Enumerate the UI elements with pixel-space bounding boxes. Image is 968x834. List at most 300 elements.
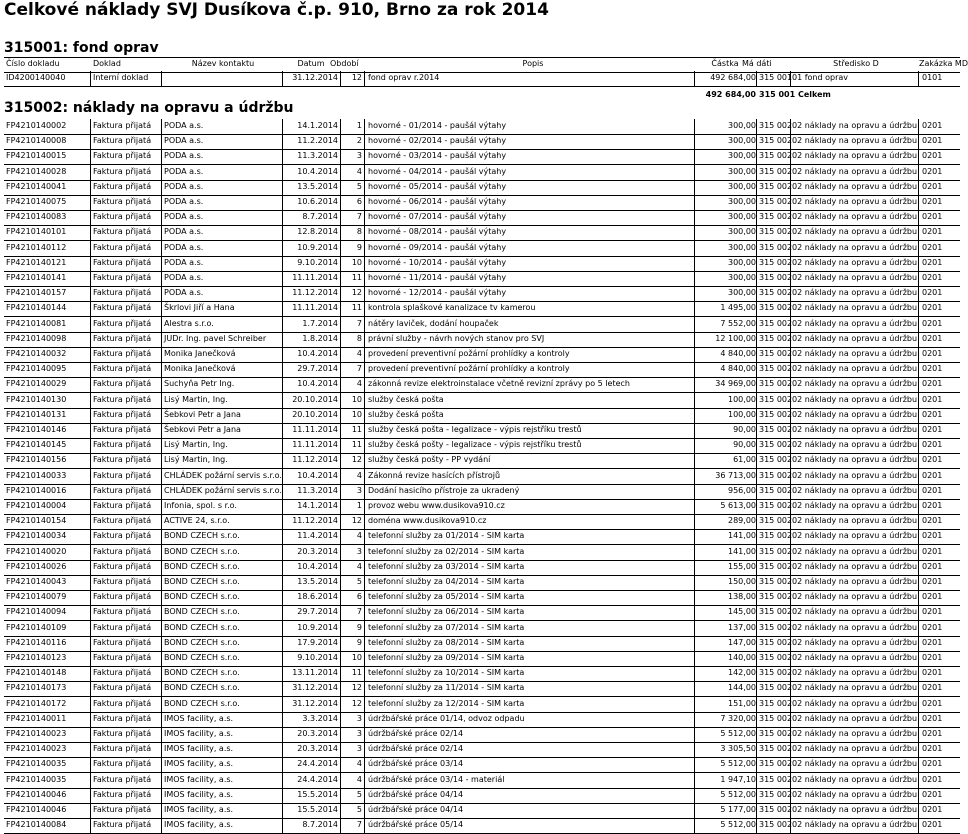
table-cell: 02 náklady na opravu a údržbu [792, 653, 918, 662]
table-cell: PODA a.s. [164, 181, 204, 191]
table-cell: 02 náklady na opravu a údržbu [792, 470, 918, 480]
cell-divider [282, 149, 283, 164]
table-row [4, 499, 960, 515]
table-cell: 10.4.2014 [297, 561, 338, 571]
table-cell: 0201 [922, 592, 943, 602]
table-cell: 11 [351, 303, 362, 313]
table-cell: FP4210140083 [6, 212, 67, 222]
cell-divider [282, 423, 283, 438]
cell-divider [90, 636, 91, 651]
table-cell: 315 002 [759, 151, 793, 161]
cell-divider [756, 408, 757, 423]
table-row [4, 195, 960, 211]
cell-divider [90, 757, 91, 772]
table-cell: 7 [356, 212, 362, 222]
table-cell: 7 [356, 820, 362, 830]
cell-divider [282, 301, 283, 316]
column-header: Zakázka MD [919, 59, 968, 68]
table-cell: 02 náklady na opravu a údržbu [792, 683, 918, 693]
cell-divider [364, 256, 365, 271]
table-cell: FP4210140023 [6, 744, 67, 754]
cell-divider [161, 393, 162, 408]
cell-divider [161, 256, 162, 271]
table-cell: Faktura přijatá [93, 166, 152, 176]
cell-divider [282, 651, 283, 666]
table-cell: 0201 [922, 197, 943, 206]
cell-divider [161, 195, 162, 210]
table-cell: PODA a.s. [164, 151, 204, 161]
table-cell: 150,00 [728, 577, 756, 586]
table-cell: provedení preventivní požární prohlídky a kontroly [368, 364, 570, 374]
table-cell: Faktura přijatá [93, 409, 152, 419]
table-cell: 0201 [922, 212, 943, 222]
cell-divider [756, 134, 757, 149]
cell-divider [340, 621, 341, 636]
table-cell: 11 [351, 273, 362, 282]
cell-divider [340, 712, 341, 727]
table-cell: údržbářské práce 03/14 - materiál [368, 774, 505, 784]
table-cell: 315 002 [759, 394, 793, 404]
table-cell: 315 002 [759, 136, 793, 146]
table-cell: 10 [351, 394, 362, 404]
table-cell: FP4210140084 [6, 820, 67, 830]
table-cell: FP4210140035 [6, 774, 67, 784]
table-cell: 0201 [922, 653, 943, 662]
cell-divider [364, 377, 365, 392]
cell-divider [90, 241, 91, 256]
table-cell: 315 002 [759, 774, 793, 784]
table-cell: 5 [356, 789, 362, 799]
table-cell: 9 [356, 637, 362, 647]
cell-divider [90, 818, 91, 833]
cell-divider [340, 256, 341, 271]
table-cell: 9.10.2014 [297, 257, 338, 267]
table-cell: FP4210140141 [6, 273, 67, 282]
cell-divider [364, 119, 365, 134]
cell-divider [90, 71, 91, 86]
cell-divider [364, 773, 365, 788]
table-cell: 141,00 [728, 546, 756, 556]
table-cell: 0101 [922, 73, 943, 82]
cell-divider [340, 453, 341, 468]
table-cell: 151,00 [728, 698, 756, 708]
table-cell: Faktura přijatá [93, 227, 152, 237]
cell-divider [756, 818, 757, 833]
cell-divider [364, 514, 365, 529]
table-cell: IMOS facility, a.s. [164, 744, 234, 754]
table-cell: FP4210140020 [6, 546, 67, 556]
table-cell: 17.9.2014 [297, 637, 338, 647]
cell-divider [340, 317, 341, 332]
table-cell: 02 náklady na opravu a údržbu [792, 242, 918, 252]
cell-divider [340, 590, 341, 605]
table-cell: 02 náklady na opravu a údržbu [792, 729, 918, 738]
cell-divider [756, 757, 757, 772]
cell-divider [340, 210, 341, 225]
cell-divider [90, 332, 91, 347]
cell-divider [756, 301, 757, 316]
table-cell: 5 512,00 [720, 759, 756, 769]
table-cell: 5 512,00 [720, 820, 756, 830]
cell-divider [161, 621, 162, 636]
table-row [4, 332, 960, 348]
table-cell: IMOS facility, a.s. [164, 805, 234, 814]
cell-divider [90, 453, 91, 468]
cell-divider [756, 347, 757, 362]
table-cell: 315 002 [759, 333, 793, 343]
table-cell: Faktura přijatá [93, 561, 152, 571]
table-cell: 1 947,10 [720, 774, 756, 784]
cell-divider [161, 818, 162, 833]
table-cell: 9 [356, 622, 362, 632]
table-cell: PODA a.s. [164, 242, 204, 252]
cell-divider [282, 286, 283, 301]
column-header: Doklad [93, 59, 121, 68]
table-cell: 300,00 [728, 136, 756, 146]
table-cell: Faktura přijatá [93, 273, 152, 282]
table-cell: 02 náklady na opravu a údržbu [792, 789, 918, 799]
cell-divider [756, 393, 757, 408]
table-cell: 0201 [922, 713, 943, 723]
table-cell: 11.12.2014 [292, 516, 338, 526]
table-cell: PODA a.s. [164, 257, 204, 267]
table-cell: 02 náklady na opravu a údržbu [792, 394, 918, 404]
cell-divider [756, 225, 757, 240]
cell-divider [340, 180, 341, 195]
cell-divider [90, 271, 91, 286]
table-cell: BOND CZECH s.r.o. [164, 607, 240, 617]
cell-divider [90, 149, 91, 164]
table-cell: 02 náklady na opravu a údržbu [792, 333, 918, 343]
cell-divider [756, 362, 757, 377]
table-cell: Lisý Martin, Ing. [164, 455, 228, 465]
table-cell: Faktura přijatá [93, 516, 152, 526]
table-row [4, 560, 960, 576]
cell-divider [364, 575, 365, 590]
cell-divider [282, 742, 283, 757]
table-cell: údržbářské práce 05/14 [368, 820, 464, 830]
cell-divider [282, 362, 283, 377]
table-cell: IMOS facility, a.s. [164, 820, 234, 830]
cell-divider [364, 560, 365, 575]
table-cell: 300,00 [728, 181, 756, 191]
table-row [4, 651, 960, 667]
table-cell: 0201 [922, 637, 943, 647]
table-cell: JUDr. Ing. pavel Schreiber [164, 333, 267, 343]
table-cell: FP4210140023 [6, 729, 67, 738]
table-cell: Faktura přijatá [93, 759, 152, 769]
table-cell: 315 002 [759, 273, 793, 282]
table-cell: 4 840,00 [720, 364, 756, 374]
table-cell: 142,00 [728, 668, 756, 678]
table-cell: 11.12.2014 [292, 288, 338, 298]
table-cell: 0201 [922, 698, 943, 708]
table-row [4, 484, 960, 500]
table-cell: 13.11.2014 [292, 668, 338, 678]
cell-divider [756, 438, 757, 453]
table-cell: 02 náklady na opravu a údržbu [792, 166, 918, 176]
table-cell: Faktura přijatá [93, 607, 152, 617]
cell-divider [282, 165, 283, 180]
cell-divider [364, 697, 365, 712]
cell-divider [161, 134, 162, 149]
table-cell: 0201 [922, 546, 943, 556]
cell-divider [756, 469, 757, 484]
table-cell: hovorné - 08/2014 - paušál výtahy [368, 227, 507, 237]
table-cell: FP4210140034 [6, 531, 67, 541]
table-cell: Faktura přijatá [93, 501, 152, 510]
table-row [4, 636, 960, 652]
table-cell: hovorné - 11/2014 - paušál výtahy [368, 273, 507, 282]
table-row [4, 241, 960, 257]
table-cell: 315 002 [759, 531, 793, 541]
table-cell: 315 002 [759, 637, 793, 647]
table-row [4, 377, 960, 393]
table-cell: Faktura přijatá [93, 242, 152, 252]
cell-divider [340, 545, 341, 560]
table-cell: fond oprav r.2014 [368, 73, 440, 82]
table-cell: Monika Janečková [164, 349, 236, 358]
cell-divider [161, 590, 162, 605]
cell-divider [340, 149, 341, 164]
table-cell: 12 100,00 [715, 333, 756, 343]
cell-divider [756, 241, 757, 256]
cell-divider [756, 210, 757, 225]
table-cell: služby česká pošty - PP vydání [368, 455, 491, 465]
table-cell: telefonní služby za 12/2014 - SIM karta [368, 698, 525, 708]
cell-divider [340, 225, 341, 240]
table-cell: 7 [356, 318, 362, 328]
cell-divider [340, 165, 341, 180]
cell-divider [90, 712, 91, 727]
cell-divider [340, 134, 341, 149]
table-cell: 315 002 [759, 303, 793, 313]
cell-divider [756, 149, 757, 164]
table-cell: Faktura přijatá [93, 181, 152, 191]
table-cell: 315 002 [759, 607, 793, 617]
table-cell: BOND CZECH s.r.o. [164, 653, 240, 662]
table-cell: BOND CZECH s.r.o. [164, 698, 240, 708]
cell-divider [364, 301, 365, 316]
table-cell: 300,00 [728, 166, 756, 176]
cell-divider [282, 71, 283, 86]
table-cell: FP4210140130 [6, 394, 67, 404]
table-cell: 7 [356, 364, 362, 374]
table-cell: FP4210140145 [6, 440, 67, 450]
table-cell: Faktura přijatá [93, 577, 152, 586]
table-cell: Infonia, spol. s r.o. [164, 501, 237, 510]
table-cell: 02 náklady na opravu a údržbu [792, 561, 918, 571]
cell-divider [282, 514, 283, 529]
table-cell: Faktura přijatá [93, 151, 152, 161]
cell-divider [282, 332, 283, 347]
cell-divider [282, 605, 283, 620]
table-cell: 02 náklady na opravu a údržbu [792, 622, 918, 632]
cell-divider [161, 712, 162, 727]
cell-divider [282, 317, 283, 332]
table-cell: FP4210140075 [6, 197, 67, 206]
table-cell: 315 002 [759, 318, 793, 328]
cell-divider [90, 590, 91, 605]
table-row [4, 590, 960, 606]
table-cell: Faktura přijatá [93, 744, 152, 754]
table-cell: 315 002 [759, 227, 793, 237]
table-cell: FP4210140144 [6, 303, 67, 313]
table-cell: 10.6.2014 [297, 197, 338, 206]
table-row [4, 529, 960, 545]
table-cell: 315 002 [759, 698, 793, 708]
cell-divider [161, 636, 162, 651]
cell-divider [90, 529, 91, 544]
table-cell: 20.3.2014 [297, 744, 338, 754]
table-cell: 0201 [922, 227, 943, 237]
table-cell: 0201 [922, 440, 943, 450]
table-cell: 11.12.2014 [292, 455, 338, 465]
table-cell: 29.7.2014 [297, 607, 338, 617]
table-cell: 0201 [922, 257, 943, 267]
cell-divider [340, 605, 341, 620]
cell-divider [161, 788, 162, 803]
cell-divider [340, 423, 341, 438]
cell-divider [282, 712, 283, 727]
table-cell: 315 002 [759, 212, 793, 222]
table-cell: telefonní služby za 08/2014 - SIM karta [368, 637, 525, 647]
cell-divider [756, 742, 757, 757]
table-cell: 1 495,00 [720, 303, 756, 313]
table-row [4, 681, 960, 697]
cell-divider [364, 803, 365, 818]
table-cell: BOND CZECH s.r.o. [164, 577, 240, 586]
table-cell: FP4210140043 [6, 577, 67, 586]
table-cell: FP4210140011 [6, 713, 67, 723]
table-cell: 02 náklady na opravu a údržbu [792, 425, 918, 434]
table-cell: BOND CZECH s.r.o. [164, 637, 240, 647]
table-cell: 12 [351, 455, 362, 465]
cell-divider [340, 286, 341, 301]
cell-divider [756, 621, 757, 636]
cell-divider [282, 134, 283, 149]
table-cell: 02 náklady na opravu a údržbu [792, 668, 918, 678]
table-cell: 4 [356, 470, 362, 480]
table-cell: 0201 [922, 805, 943, 814]
table-cell: 3 [356, 713, 362, 723]
table-cell: 315 002 [759, 349, 793, 358]
table-cell: Faktura přijatá [93, 789, 152, 799]
table-cell: telefonní služby za 02/2014 - SIM karta [368, 546, 525, 556]
cell-divider [364, 362, 365, 377]
table-cell: Monika Janečková [164, 364, 236, 374]
table-cell: 2 [356, 136, 362, 146]
table-row [4, 773, 960, 789]
table-cell: 0201 [922, 242, 943, 252]
cell-divider [364, 681, 365, 696]
cell-divider [756, 651, 757, 666]
cell-divider [340, 377, 341, 392]
table-cell: IMOS facility, a.s. [164, 729, 234, 738]
table-cell: 02 náklady na opravu a údržbu [792, 136, 918, 146]
table-cell: 7 552,00 [720, 318, 756, 328]
table-cell: 1.8.2014 [302, 333, 338, 343]
table-cell: 31.12.2014 [292, 683, 338, 693]
table-cell: právní služby - návrh nových stanov pro SVJ [368, 333, 545, 343]
cell-divider [364, 332, 365, 347]
cell-divider [282, 757, 283, 772]
cell-divider [340, 560, 341, 575]
cell-divider [364, 180, 365, 195]
table-cell: 7 320,00 [720, 713, 756, 723]
table-cell: 315 002 [759, 805, 793, 814]
table-row [4, 803, 960, 819]
table-cell: 315 002 [759, 713, 793, 723]
table-cell: 10.9.2014 [297, 622, 338, 632]
cell-divider [756, 514, 757, 529]
table-cell: FP4210140008 [6, 136, 67, 146]
cell-divider [364, 666, 365, 681]
cell-divider [340, 681, 341, 696]
cell-divider [756, 529, 757, 544]
table-cell: 300,00 [728, 151, 756, 161]
table-cell: 13.5.2014 [297, 577, 338, 586]
table-cell: 02 náklady na opravu a údržbu [792, 744, 918, 754]
table-row [4, 317, 960, 333]
table-cell: 11.2.2014 [297, 136, 338, 146]
cell-divider [756, 453, 757, 468]
table-cell: 15.5.2014 [297, 789, 338, 799]
table-cell: 02 náklady na opravu a údržbu [792, 501, 918, 510]
cell-divider [340, 727, 341, 742]
table-cell: 02 náklady na opravu a údržbu [792, 698, 918, 708]
table-cell: 0201 [922, 425, 943, 434]
table-cell: 20.3.2014 [297, 729, 338, 738]
table-cell: 0201 [922, 318, 943, 328]
table-cell: 315 002 [759, 561, 793, 571]
cell-divider [282, 377, 283, 392]
cell-divider [90, 651, 91, 666]
cell-divider [756, 423, 757, 438]
table-cell: telefonní služby za 06/2014 - SIM karta [368, 607, 525, 617]
cell-divider [756, 803, 757, 818]
cell-divider [161, 742, 162, 757]
table-cell: Faktura přijatá [93, 333, 152, 343]
table-cell: ID4200140040 [6, 73, 66, 82]
table-cell: 12 [351, 73, 362, 82]
table-cell: 0201 [922, 349, 943, 358]
table-cell: 11.3.2014 [297, 151, 338, 161]
table-cell: 10 [351, 409, 362, 419]
table-row [4, 545, 960, 561]
table-cell: 315 002 [759, 364, 793, 374]
table-cell: PODA a.s. [164, 212, 204, 222]
table-cell: 9.10.2014 [297, 653, 338, 662]
cell-divider [340, 773, 341, 788]
cell-divider [756, 545, 757, 560]
table-cell: hovorné - 06/2014 - paušál výtahy [368, 197, 507, 206]
cell-divider [282, 180, 283, 195]
table-cell: 0201 [922, 151, 943, 161]
cell-divider [756, 484, 757, 499]
cell-divider [90, 666, 91, 681]
table-cell: PODA a.s. [164, 166, 204, 176]
table-cell: 0201 [922, 470, 943, 480]
table-cell: FP4210140101 [6, 227, 67, 237]
cell-divider [161, 286, 162, 301]
cell-divider [340, 803, 341, 818]
table-cell: 100,00 [728, 394, 756, 404]
cell-divider [282, 225, 283, 240]
cell-divider [161, 332, 162, 347]
table-cell: hovorné - 01/2014 - paušál výtahy [368, 121, 507, 130]
table-cell: 02 náklady na opravu a údržbu [792, 440, 918, 450]
